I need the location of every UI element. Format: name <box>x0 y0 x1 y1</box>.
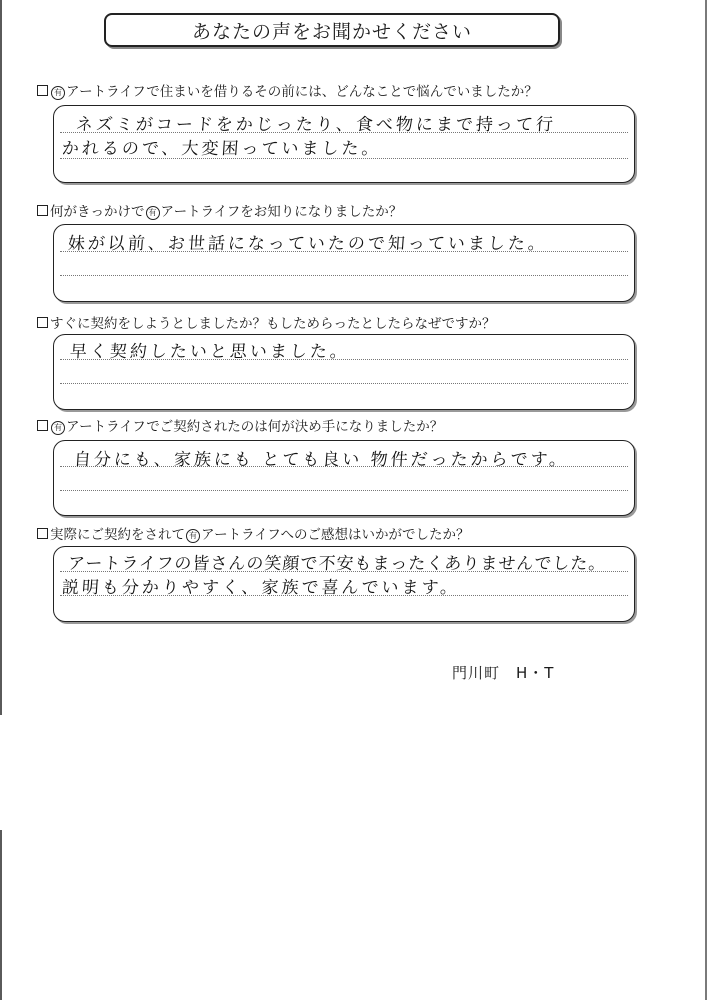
answer-3-line-1: 早く契約したいと思いました。 <box>69 342 351 362</box>
company-mark-icon: 有 <box>186 529 200 543</box>
answer-box-4 <box>53 440 635 516</box>
checkbox-icon <box>37 85 48 96</box>
scan-edge-left <box>0 0 2 715</box>
checkbox-icon <box>37 420 48 431</box>
question-1-text: アートライフで住まいを借りるその前には、どんなことで悩んでいましたか？ <box>66 84 538 100</box>
page-title <box>104 13 560 47</box>
answer-box-2 <box>53 224 635 302</box>
question-4 <box>37 415 443 435</box>
scan-edge-left-lower <box>0 830 2 1000</box>
answer-box-5 <box>53 546 635 622</box>
company-mark-icon: 有 <box>146 206 160 220</box>
question-2-text: アートライフをお知りになりましたか？ <box>160 204 403 220</box>
question-3 <box>37 312 496 332</box>
question-4-text: アートライフでご契約されたのは何が決め手になりましたか？ <box>66 419 444 435</box>
checkbox-icon <box>37 528 48 539</box>
ruled-line <box>60 383 628 384</box>
question-1 <box>37 80 538 100</box>
answer-2-line-1: 妹が以前、お世話になっていたので知っていました。 <box>67 234 549 254</box>
answer-box-1 <box>53 105 635 183</box>
question-5-pre: 実際にご契約をされて <box>50 527 185 543</box>
answer-5-line-1: アートライフの皆さんの笑顔で不安もまったくありませんでした。 <box>67 554 607 574</box>
company-mark-icon: 有 <box>51 421 65 435</box>
question-3-text: すぐに契約をしようとしましたか？もしためらったとしたらなぜですか？ <box>50 316 496 332</box>
signature: 門川町 H・T <box>452 664 555 682</box>
company-mark-icon: 有 <box>51 86 65 100</box>
answer-1-line-2: かれるので、大変困っていました。 <box>61 139 383 159</box>
question-5 <box>37 523 470 543</box>
checkbox-icon <box>37 205 48 216</box>
answer-5-line-2: 説明も分かりやすく、家族で喜んでいます。 <box>61 578 461 598</box>
ruled-line <box>60 490 628 491</box>
question-2 <box>37 200 402 220</box>
page-title-text: あなたの声をお聞かせください <box>191 20 472 43</box>
question-5-text: アートライフへのご感想はいかがでしたか？ <box>201 527 470 543</box>
answer-4-line-1: 自分にも、家族にも とても良い 物件だったからです。 <box>73 450 570 470</box>
answer-1-line-1: ネズミがコードをかじったり、食べ物にまで持って行 <box>75 115 557 135</box>
ruled-line <box>60 275 628 276</box>
question-2-pre: 何がきっかけで <box>50 204 145 220</box>
checkbox-icon <box>37 317 48 328</box>
answer-box-3 <box>53 334 635 410</box>
